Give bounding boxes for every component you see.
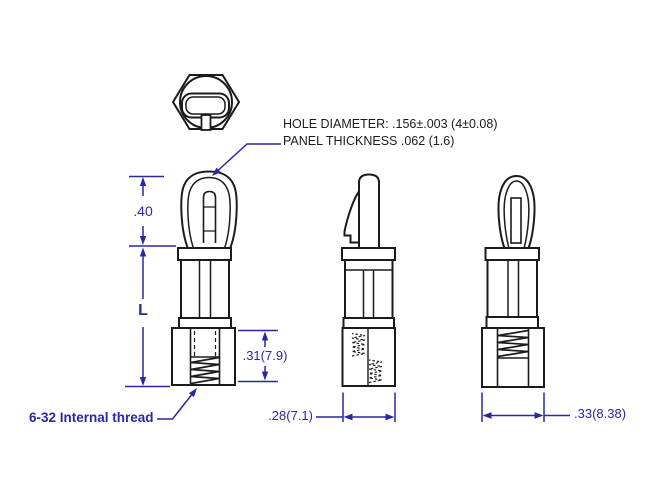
body (345, 260, 393, 318)
top-flange (178, 248, 231, 260)
body-facets (508, 260, 519, 317)
top-flange (486, 248, 540, 260)
arrow-down-icon (140, 377, 146, 386)
dimension-snap-height: .40 (133, 203, 153, 219)
body-facets (364, 270, 374, 318)
latch-tab (202, 115, 211, 130)
snap-center-pin (204, 192, 216, 244)
top-flange (342, 248, 395, 260)
snap-barb (345, 192, 360, 243)
dimension-front-width: .33(8.38) (574, 406, 627, 421)
arrow-right-icon (386, 414, 395, 421)
arrow-up-icon (140, 177, 146, 186)
arrow-left-icon (483, 412, 492, 419)
snap-post (359, 175, 379, 249)
thread-coil (498, 331, 528, 357)
snap-pin-notches (204, 207, 216, 231)
snap-latch-outer (181, 172, 236, 249)
dimension-side-width: .28(7.1) (268, 408, 313, 423)
dim-side-width (316, 393, 395, 423)
arrow-right-icon (535, 412, 544, 419)
hex-base (343, 328, 396, 386)
thread-coil (191, 358, 219, 384)
arrow-up-icon (262, 332, 268, 341)
leader-hole-note (212, 144, 281, 176)
body (181, 260, 229, 318)
arrow-up-icon (140, 248, 146, 257)
hidden-thread-coil-lower (369, 360, 382, 383)
lower-flange (487, 317, 539, 328)
back-view (482, 176, 544, 387)
arrow-down-icon (262, 372, 268, 381)
arrow-down-icon (140, 236, 146, 245)
top-view (173, 75, 239, 130)
snap-slot (511, 198, 521, 243)
body (488, 260, 538, 317)
hole-diameter-note: HOLE DIAMETER: .156±.003 (4±0.08) (283, 117, 498, 131)
dim-front-width (482, 393, 570, 423)
hidden-thread-lines (195, 331, 216, 356)
hidden-thread-coil-upper (352, 334, 365, 357)
leader-line (219, 144, 282, 170)
lower-flange (344, 318, 395, 328)
body-facets (200, 260, 211, 318)
snap-latch-inner (188, 178, 230, 249)
dimension-base-height: .31(7.9) (242, 348, 288, 363)
leader-line (157, 395, 192, 419)
panel-thickness-note: PANEL THICKNESS .062 (1.6) (283, 134, 455, 148)
leader-thread (157, 388, 197, 419)
side-view (342, 175, 395, 387)
arrow-left-icon (344, 414, 353, 421)
internal-thread-label: 6-32 Internal thread (29, 410, 154, 425)
dimension-length: L (138, 302, 148, 319)
lower-flange (179, 318, 231, 328)
latch-slot-inner (186, 97, 225, 114)
